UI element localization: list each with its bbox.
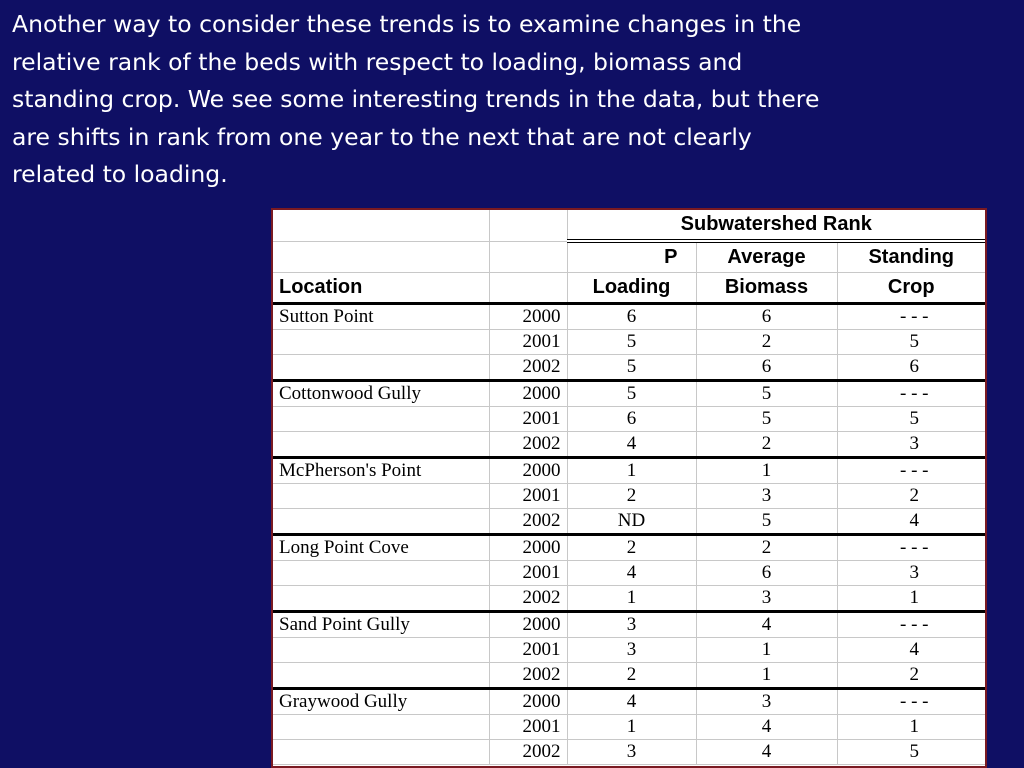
header-row-top — [273, 241, 985, 273]
p-loading-cell: 2 — [567, 484, 696, 509]
standing-crop-cell: 3 — [837, 561, 985, 586]
standing-crop-cell: - - - — [837, 381, 985, 407]
p-loading-cell: 6 — [567, 304, 696, 330]
location-cell — [273, 663, 489, 689]
table-row — [273, 330, 985, 355]
table-row — [273, 381, 985, 407]
header-empty-cell — [273, 241, 489, 273]
header-location: Location — [273, 273, 489, 304]
location-cell: Sand Point Gully — [273, 612, 489, 638]
year-cell: 2001 — [489, 484, 567, 509]
header-p-bottom: Loading — [567, 273, 696, 304]
header-empty-cell — [273, 210, 489, 241]
biomass-cell: 3 — [696, 586, 837, 612]
standing-crop-cell: 2 — [837, 663, 985, 689]
header-p-top: P — [567, 241, 696, 273]
rank-table-frame — [271, 208, 987, 768]
location-cell — [273, 330, 489, 355]
location-cell — [273, 586, 489, 612]
standing-crop-cell: - - - — [837, 612, 985, 638]
intro-line: are shifts in rank from one year to the next that are not clearly — [12, 122, 752, 151]
standing-crop-cell: 2 — [837, 484, 985, 509]
table-row — [273, 740, 985, 765]
biomass-cell: 5 — [696, 407, 837, 432]
year-cell: 2000 — [489, 689, 567, 715]
p-loading-cell: 3 — [567, 740, 696, 765]
standing-crop-cell: - - - — [837, 304, 985, 330]
table-row — [273, 458, 985, 484]
year-cell: 2001 — [489, 330, 567, 355]
table-row — [273, 535, 985, 561]
year-cell: 2000 — [489, 535, 567, 561]
biomass-cell: 2 — [696, 330, 837, 355]
year-cell: 2001 — [489, 407, 567, 432]
location-cell — [273, 355, 489, 381]
standing-crop-cell: 5 — [837, 407, 985, 432]
intro-line: Another way to consider these trends is to examine changes in the — [12, 10, 802, 38]
biomass-cell: 4 — [696, 740, 837, 765]
standing-crop-cell: - - - — [837, 458, 985, 484]
biomass-cell: 2 — [696, 432, 837, 458]
standing-crop-cell: 5 — [837, 740, 985, 765]
table-row — [273, 355, 985, 381]
p-loading-cell: 6 — [567, 407, 696, 432]
p-loading-cell: 1 — [567, 715, 696, 740]
table-row — [273, 612, 985, 638]
biomass-cell: 3 — [696, 689, 837, 715]
biomass-cell: 1 — [696, 458, 837, 484]
header-row-bottom — [273, 273, 985, 304]
standing-crop-cell: 3 — [837, 432, 985, 458]
location-cell — [273, 407, 489, 432]
year-cell: 2000 — [489, 304, 567, 330]
location-cell — [273, 432, 489, 458]
p-loading-cell: ND — [567, 509, 696, 535]
biomass-cell: 2 — [696, 535, 837, 561]
intro-line: standing crop. We see some interesting trends in the data, but there — [12, 85, 820, 113]
location-cell — [273, 638, 489, 663]
header-standing-bottom: Crop — [837, 273, 985, 304]
year-cell: 2001 — [489, 638, 567, 663]
table-row — [273, 663, 985, 689]
p-loading-cell: 3 — [567, 612, 696, 638]
year-cell: 2000 — [489, 458, 567, 484]
biomass-cell: 3 — [696, 484, 837, 509]
year-cell: 2002 — [489, 586, 567, 612]
intro-line: related to loading. — [12, 160, 228, 188]
table-row — [273, 689, 985, 715]
year-cell: 2001 — [489, 561, 567, 586]
biomass-cell: 4 — [696, 612, 837, 638]
p-loading-cell: 4 — [567, 561, 696, 586]
standing-crop-cell: 1 — [837, 715, 985, 740]
header-empty-cell — [489, 241, 567, 273]
standing-crop-cell: - - - — [837, 689, 985, 715]
location-cell — [273, 561, 489, 586]
standing-crop-cell: 4 — [837, 509, 985, 535]
table-row — [273, 304, 985, 330]
location-cell: Long Point Cove — [273, 535, 489, 561]
location-cell — [273, 484, 489, 509]
year-cell: 2002 — [489, 509, 567, 535]
biomass-cell: 6 — [696, 561, 837, 586]
biomass-cell: 4 — [696, 715, 837, 740]
header-row-group — [273, 210, 985, 241]
biomass-cell: 5 — [696, 381, 837, 407]
intro-line: relative rank of the beds with respect to loading, biomass and — [12, 47, 743, 76]
year-cell: 2000 — [489, 612, 567, 638]
location-cell: Cottonwood Gully — [273, 381, 489, 407]
biomass-cell: 6 — [696, 304, 837, 330]
location-cell — [273, 509, 489, 535]
biomass-cell: 1 — [696, 638, 837, 663]
year-cell: 2001 — [489, 715, 567, 740]
location-cell: Sutton Point — [273, 304, 489, 330]
year-cell: 2002 — [489, 432, 567, 458]
header-standing-top: Standing — [837, 241, 985, 273]
location-cell: McPherson's Point — [273, 458, 489, 484]
table-row — [273, 407, 985, 432]
table-row — [273, 509, 985, 535]
p-loading-cell: 1 — [567, 586, 696, 612]
group-header: Subwatershed Rank — [567, 210, 985, 241]
intro-paragraph — [12, 6, 1022, 194]
location-cell: Graywood Gully — [273, 689, 489, 715]
p-loading-cell: 5 — [567, 381, 696, 407]
location-cell — [273, 740, 489, 765]
table-row — [273, 561, 985, 586]
p-loading-cell: 4 — [567, 432, 696, 458]
biomass-cell: 5 — [696, 509, 837, 535]
p-loading-cell: 1 — [567, 458, 696, 484]
year-cell: 2002 — [489, 355, 567, 381]
p-loading-cell: 3 — [567, 638, 696, 663]
p-loading-cell: 2 — [567, 535, 696, 561]
table-row — [273, 432, 985, 458]
table-row — [273, 484, 985, 509]
p-loading-cell: 5 — [567, 330, 696, 355]
year-cell: 2002 — [489, 740, 567, 765]
standing-crop-cell: - - - — [837, 535, 985, 561]
header-biomass-top: Average — [696, 241, 837, 273]
table-row — [273, 638, 985, 663]
p-loading-cell: 5 — [567, 355, 696, 381]
location-cell — [273, 715, 489, 740]
standing-crop-cell: 1 — [837, 586, 985, 612]
table-row — [273, 586, 985, 612]
subwatershed-rank-table — [273, 210, 985, 765]
header-empty-cell — [489, 210, 567, 241]
p-loading-cell: 4 — [567, 689, 696, 715]
standing-crop-cell: 4 — [837, 638, 985, 663]
header-empty-cell — [489, 273, 567, 304]
table-row — [273, 715, 985, 740]
header-biomass-bottom: Biomass — [696, 273, 837, 304]
standing-crop-cell: 5 — [837, 330, 985, 355]
standing-crop-cell: 6 — [837, 355, 985, 381]
biomass-cell: 6 — [696, 355, 837, 381]
year-cell: 2002 — [489, 663, 567, 689]
year-cell: 2000 — [489, 381, 567, 407]
biomass-cell: 1 — [696, 663, 837, 689]
p-loading-cell: 2 — [567, 663, 696, 689]
